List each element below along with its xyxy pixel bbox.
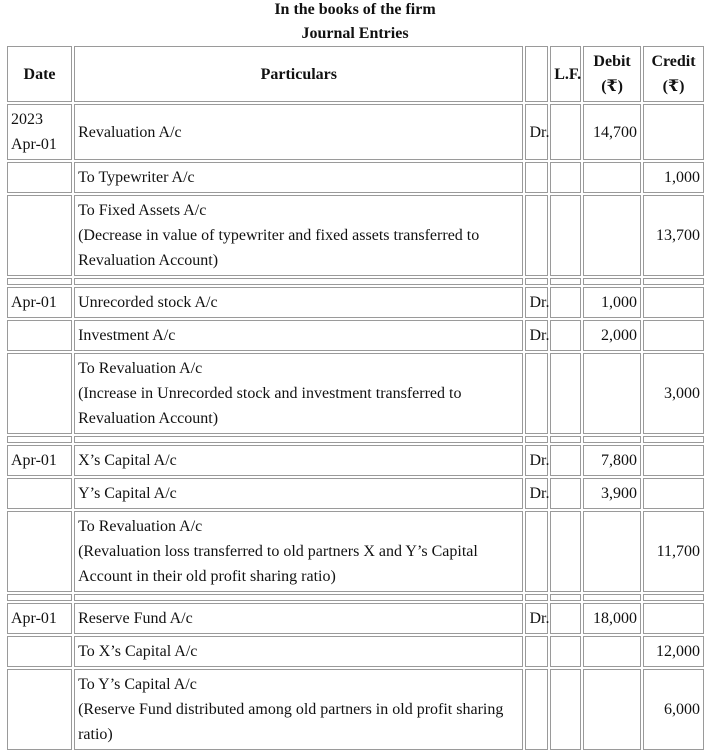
dr-cell: Dr.: [525, 320, 548, 351]
credit-cell: 6,000: [643, 669, 704, 750]
dr-cell: Dr.: [525, 478, 548, 509]
lf-cell: [550, 478, 581, 509]
dr-cell: Dr.: [525, 104, 548, 160]
particulars-cell: Reserve Fund A/c: [74, 603, 523, 634]
header-date: Date: [7, 46, 72, 102]
particulars-account: To Revaluation A/c: [78, 518, 203, 535]
date-cell: [7, 162, 72, 193]
debit-cell: [583, 353, 641, 434]
table-row: [7, 104, 704, 160]
date-cell: [7, 320, 72, 351]
table-row: [7, 511, 704, 592]
lf-cell: [550, 511, 581, 592]
dr-cell: Dr.: [525, 445, 548, 476]
date-cell: [7, 511, 72, 592]
journal-table: [5, 44, 706, 752]
firm-heading: In the books of the firm: [274, 1, 436, 18]
table-row: [7, 320, 704, 351]
table-row: [7, 162, 704, 193]
table-row: [7, 195, 704, 276]
date-cell: Apr-01: [7, 445, 72, 476]
particulars-narration: (Reserve Fund distributed among old partners in old profit sharing ratio): [78, 701, 504, 743]
particulars-cell: [74, 353, 523, 434]
table-row: [7, 287, 704, 318]
lf-cell: [550, 445, 581, 476]
debit-cell: 2,000: [583, 320, 641, 351]
lf-cell: [550, 162, 581, 193]
date-cell: [7, 353, 72, 434]
debit-cell: 14,700: [583, 104, 641, 160]
header-debit-unit: (₹): [601, 78, 623, 95]
debit-cell: 7,800: [583, 445, 641, 476]
lf-cell: [550, 669, 581, 750]
particulars-narration: (Decrease in value of typewriter and fixed assets transferred to Revaluation Account): [78, 227, 480, 269]
header-row: [7, 46, 704, 102]
lf-cell: [550, 636, 581, 667]
header-debit-label: Debit: [593, 53, 631, 70]
lf-cell: [550, 603, 581, 634]
particulars-cell: Investment A/c: [74, 320, 523, 351]
dr-cell: [525, 669, 548, 750]
header-dr: [525, 46, 548, 102]
particulars-cell: X’s Capital A/c: [74, 445, 523, 476]
lf-cell: [550, 195, 581, 276]
credit-cell: 1,000: [643, 162, 704, 193]
lf-cell: [550, 320, 581, 351]
particulars-cell: [74, 669, 523, 750]
debit-cell: 18,000: [583, 603, 641, 634]
credit-cell: 11,700: [643, 511, 704, 592]
date-cell: Apr-01: [7, 287, 72, 318]
date-cell: [7, 104, 72, 160]
date-cell: [7, 195, 72, 276]
dr-cell: [525, 353, 548, 434]
table-row: [7, 669, 704, 750]
dr-cell: [525, 195, 548, 276]
credit-cell: 3,000: [643, 353, 704, 434]
date-cell: [7, 478, 72, 509]
table-row: [7, 353, 704, 434]
header-particulars: Particulars: [74, 46, 523, 102]
table-row: [7, 636, 704, 667]
date-day: Apr-01: [11, 136, 57, 153]
credit-cell: 12,000: [643, 636, 704, 667]
header-credit: [643, 46, 704, 102]
debit-cell: [583, 195, 641, 276]
entry-separator: [7, 436, 704, 443]
header-credit-label: Credit: [651, 53, 696, 70]
lf-cell: [550, 353, 581, 434]
particulars-cell: [74, 195, 523, 276]
particulars-cell: To Typewriter A/c: [74, 162, 523, 193]
lf-cell: [550, 287, 581, 318]
header-debit: [583, 46, 641, 102]
credit-cell: [643, 603, 704, 634]
particulars-account: To Y’s Capital A/c: [78, 676, 197, 693]
dr-cell: [525, 636, 548, 667]
debit-cell: 3,900: [583, 478, 641, 509]
particulars-cell: [74, 511, 523, 592]
credit-cell: [643, 287, 704, 318]
credit-cell: [643, 445, 704, 476]
entry-separator: [7, 594, 704, 601]
header-lf: L.F.: [550, 46, 581, 102]
table-row: [7, 603, 704, 634]
debit-cell: [583, 669, 641, 750]
date-cell: [7, 669, 72, 750]
table-row: [7, 445, 704, 476]
header-credit-unit: (₹): [662, 78, 685, 95]
entry-separator: [7, 278, 704, 285]
particulars-account: To Fixed Assets A/c: [78, 202, 207, 219]
debit-cell: [583, 162, 641, 193]
date-cell: [7, 636, 72, 667]
particulars-account: To Revaluation A/c: [78, 360, 203, 377]
dr-cell: Dr.: [525, 603, 548, 634]
lf-cell: [550, 104, 581, 160]
particulars-cell: Unrecorded stock A/c: [74, 287, 523, 318]
credit-cell: [643, 104, 704, 160]
credit-cell: [643, 320, 704, 351]
date-year: 2023: [11, 111, 43, 128]
particulars-cell: Y’s Capital A/c: [74, 478, 523, 509]
particulars-narration: (Revaluation loss transferred to old partners X and Y’s Capital Account in their old profit sharing ratio): [78, 543, 478, 585]
credit-cell: 13,700: [643, 195, 704, 276]
particulars-cell: To X’s Capital A/c: [74, 636, 523, 667]
particulars-cell: Revaluation A/c: [74, 104, 523, 160]
dr-cell: [525, 162, 548, 193]
journal-title: Journal Entries: [301, 25, 409, 42]
table-row: [7, 478, 704, 509]
debit-cell: [583, 636, 641, 667]
debit-cell: 1,000: [583, 287, 641, 318]
dr-cell: [525, 511, 548, 592]
date-cell: Apr-01: [7, 603, 72, 634]
dr-cell: Dr.: [525, 287, 548, 318]
debit-cell: [583, 511, 641, 592]
particulars-narration: (Increase in Unrecorded stock and investment transferred to Revaluation Account): [78, 385, 462, 427]
credit-cell: [643, 478, 704, 509]
